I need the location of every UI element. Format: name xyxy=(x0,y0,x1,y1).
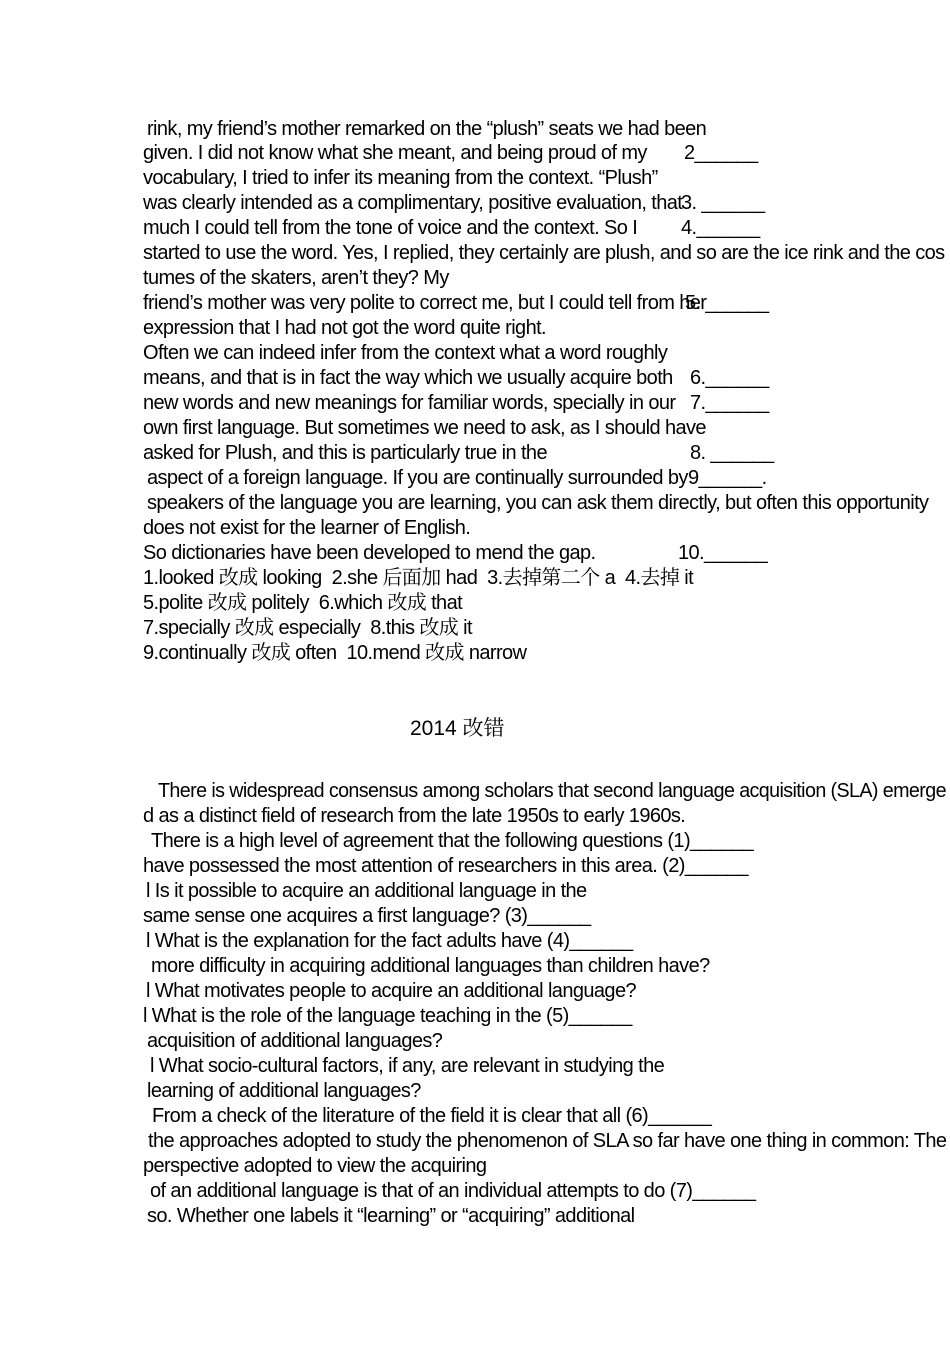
answer-blank: 6.______ xyxy=(690,367,769,389)
answer-key-line: 7.specially 改成 especially 8.this 改成 it xyxy=(143,617,472,639)
text-line: more difficulty in acquiring additional languages than children have? xyxy=(151,955,710,977)
text-line: speakers of the language you are learning, you can ask them directly, but often this opportunity xyxy=(147,492,929,514)
text-line: own first language. But sometimes we need to ask, as I should have xyxy=(143,417,706,439)
text-line: the approaches adopted to study the phenomenon of SLA so far have one thing in common: The xyxy=(148,1130,947,1152)
text-line: l What socio-cultural factors, if any, are relevant in studying the xyxy=(150,1055,665,1077)
text-line: same sense one acquires a first language? (3)______ xyxy=(143,905,591,927)
text-line: From a check of the literature of the field it is clear that all (6)______ xyxy=(152,1105,712,1127)
text-line: tumes of the skaters, aren’t they? My xyxy=(143,267,449,289)
text-line: does not exist for the learner of English. xyxy=(143,517,471,539)
text-line: So dictionaries have been developed to mend the gap. xyxy=(143,542,596,564)
text-line: so. Whether one labels it “learning” or “acquiring” additional xyxy=(147,1205,635,1227)
text-line: expression that I had not got the word quite right. xyxy=(143,317,547,339)
answer-blank: 2______ xyxy=(684,142,758,164)
text-line: was clearly intended as a complimentary, positive evaluation, that xyxy=(143,192,683,214)
text-line: new words and new meanings for familiar words, specially in our xyxy=(143,392,676,414)
text-line: asked for Plush, and this is particularly true in the xyxy=(143,442,547,464)
text-line: aspect of a foreign language. If you are continually surrounded by xyxy=(147,467,688,489)
answer-key-line: 5.polite 改成 politely 6.which 改成 that xyxy=(143,592,463,614)
section-title: 2014 改错 xyxy=(410,717,505,740)
answer-blank: 3. ______ xyxy=(681,192,765,214)
text-line: means, and that is in fact the way which we usually acquire both xyxy=(143,367,673,389)
text-line: of an additional language is that of an individual attempts to do (7)______ xyxy=(150,1180,756,1202)
text-line: l What motivates people to acquire an additional language? xyxy=(146,980,636,1002)
answer-key-line: 9.continually 改成 often 10.mend 改成 narrow xyxy=(143,642,527,664)
text-line: There is a high level of agreement that the following questions (1)______ xyxy=(151,830,754,852)
text-line: There is widespread consensus among scholars that second language acquisition (SLA) emerge xyxy=(158,780,946,802)
text-line: have possessed the most attention of researchers in this area. (2)______ xyxy=(143,855,748,877)
answer-blank: 10.______ xyxy=(678,542,768,564)
text-line: Often we can indeed infer from the context what a word roughly xyxy=(143,342,668,364)
text-line: friend’s mother was very polite to correct me, but I could tell from her xyxy=(143,292,707,314)
text-line: vocabulary, I tried to infer its meaning from the context. “Plush” xyxy=(143,167,658,189)
text-line: acquisition of additional languages? xyxy=(147,1030,443,1052)
text-line: l What is the role of the language teaching in the (5)______ xyxy=(143,1005,632,1027)
answer-blank: 8. ______ xyxy=(690,442,774,464)
text-line: much I could tell from the tone of voice and the context. So I xyxy=(143,217,638,239)
answer-blank: 5. ______ xyxy=(685,292,769,314)
answer-blank: 7.______ xyxy=(690,392,769,414)
text-line: given. I did not know what she meant, and being proud of my xyxy=(143,142,647,164)
text-line: perspective adopted to view the acquiring xyxy=(143,1155,487,1177)
text-line: d as a distinct field of research from the late 1950s to early 1960s. xyxy=(143,805,686,827)
text-line: l What is the explanation for the fact adults have (4)______ xyxy=(146,930,633,952)
answer-blank: 9______. xyxy=(688,467,767,489)
text-line: l Is it possible to acquire an additional language in the xyxy=(146,880,587,902)
text-line: learning of additional languages? xyxy=(147,1080,421,1102)
text-line: started to use the word. Yes, I replied, they certainly are plush, and so are the ice rink and the cos xyxy=(143,242,945,264)
answer-key-line: 1.looked 改成 looking 2.she 后面加 had 3.去掉第二个 a 4.去掉 it xyxy=(143,567,694,589)
text-line: rink, my friend’s mother remarked on the “plush” seats we had been xyxy=(147,118,707,140)
answer-blank: 4.______ xyxy=(681,217,760,239)
